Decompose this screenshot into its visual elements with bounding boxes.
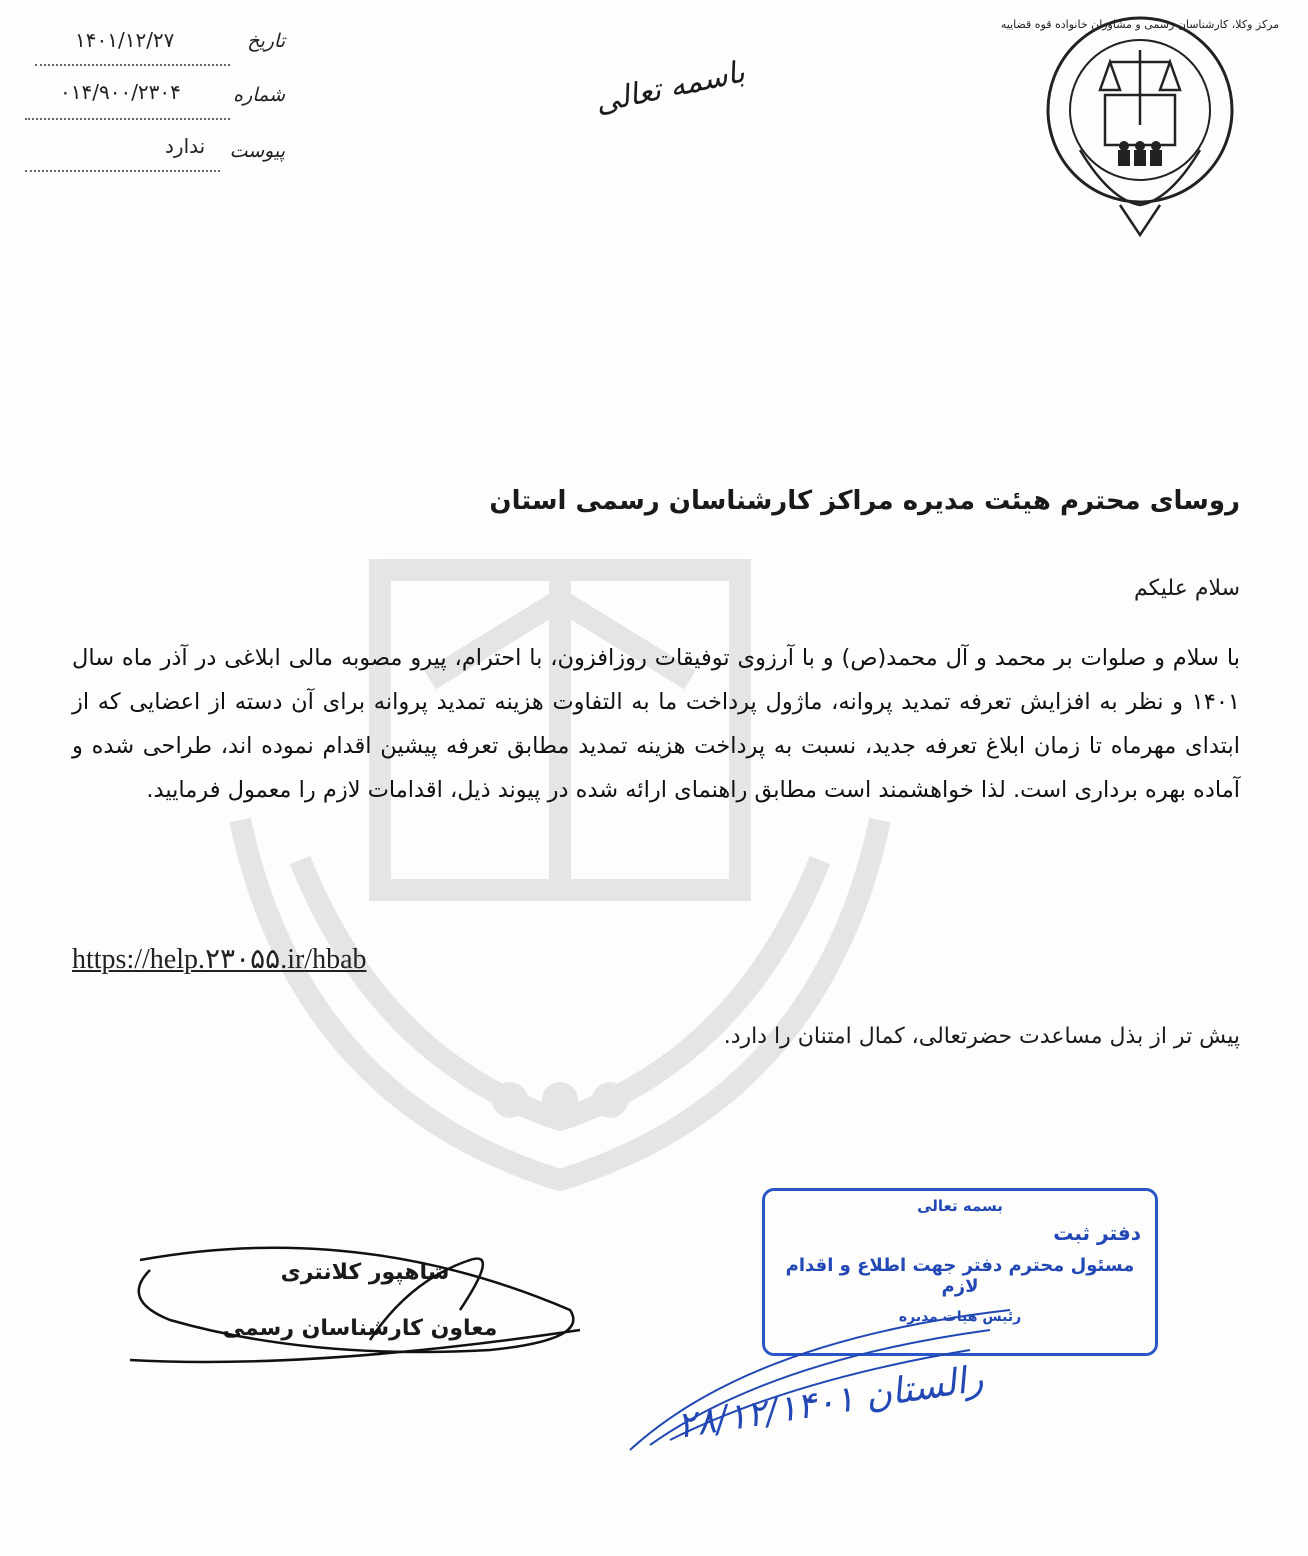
stamp-instruction: مسئول محترم دفتر جهت اطلاع و اقدام لازم — [785, 1255, 1135, 1297]
signer-title: معاون کارشناسان رسمی — [222, 1316, 498, 1341]
organization-logo — [1000, 0, 1280, 240]
number-value: ۰۱۴/۹۰۰/۲۳۰۴ — [60, 80, 181, 104]
stamp-signatory: رئیس هیات مدیره — [898, 1309, 1022, 1325]
signer-name: شاهپور کلانتری — [280, 1260, 450, 1285]
attachment-line — [25, 170, 220, 172]
recipient-heading: روسای محترم هیئت مدیره مراکز کارشناسان رسمی استان — [489, 486, 1240, 516]
attachment-label: پیوست — [229, 140, 285, 162]
handwritten-note: رالستان ۲۸/۱۲/۱۴۰۱ — [674, 1358, 986, 1447]
date-value: ۱۴۰۱/۱۲/۲۷ — [75, 28, 175, 52]
number-label: شماره — [233, 84, 285, 106]
signature-scribble — [110, 1220, 610, 1390]
invocation-heading: باسمه تعالی — [592, 54, 748, 121]
number-line — [25, 118, 230, 120]
closing-line: پیش تر از بذل مساعدت حضرتعالی، کمال امتنان را دارد. — [723, 1024, 1240, 1049]
date-line — [35, 64, 230, 66]
attachment-value: ندارد — [165, 134, 206, 158]
greeting: سلام علیکم — [1133, 576, 1240, 601]
stamp-invocation: بسمه تعالی — [917, 1197, 1003, 1215]
stamp-office: دفتر ثبت — [1053, 1221, 1141, 1245]
letter-body: با سلام و صلوات بر محمد و آل محمد(ص) و با آرزوی توفیقات روزافزون، با احترام، پیرو مصوبه مالی ابلاغی در آذر ماه سال ۱۴۰۱ و نظر به افزایش تعرفه تمدید پروانه، ماژول پرداخت ما به التفاوت هزینه تمدید پروانه برای آن دسته از اعضایی که از ابتدای مهرماه تا زمان ابلاغ تعرفه جدید، نسبت به پرداخت هزینه تمدید مطابق تعرفه پیشین اقدام نموده اند، طراحی شده و آماده بهره برداری است. لذا خواهشمند است مطابق راهنمای ارائه شده در پیوند ذیل، اقدامات لازم را معمول فرمایید. — [72, 645, 1240, 803]
date-label: تاریخ — [247, 30, 285, 52]
logo-arc-text: مرکز وکلا، کارشناسان رسمی و مشاوران خانواده قوه قضاییه — [1000, 18, 1280, 31]
meta-block — [25, 22, 285, 172]
help-link[interactable]: https://help.۲۳۰۵۵.ir/hbab — [72, 944, 367, 975]
